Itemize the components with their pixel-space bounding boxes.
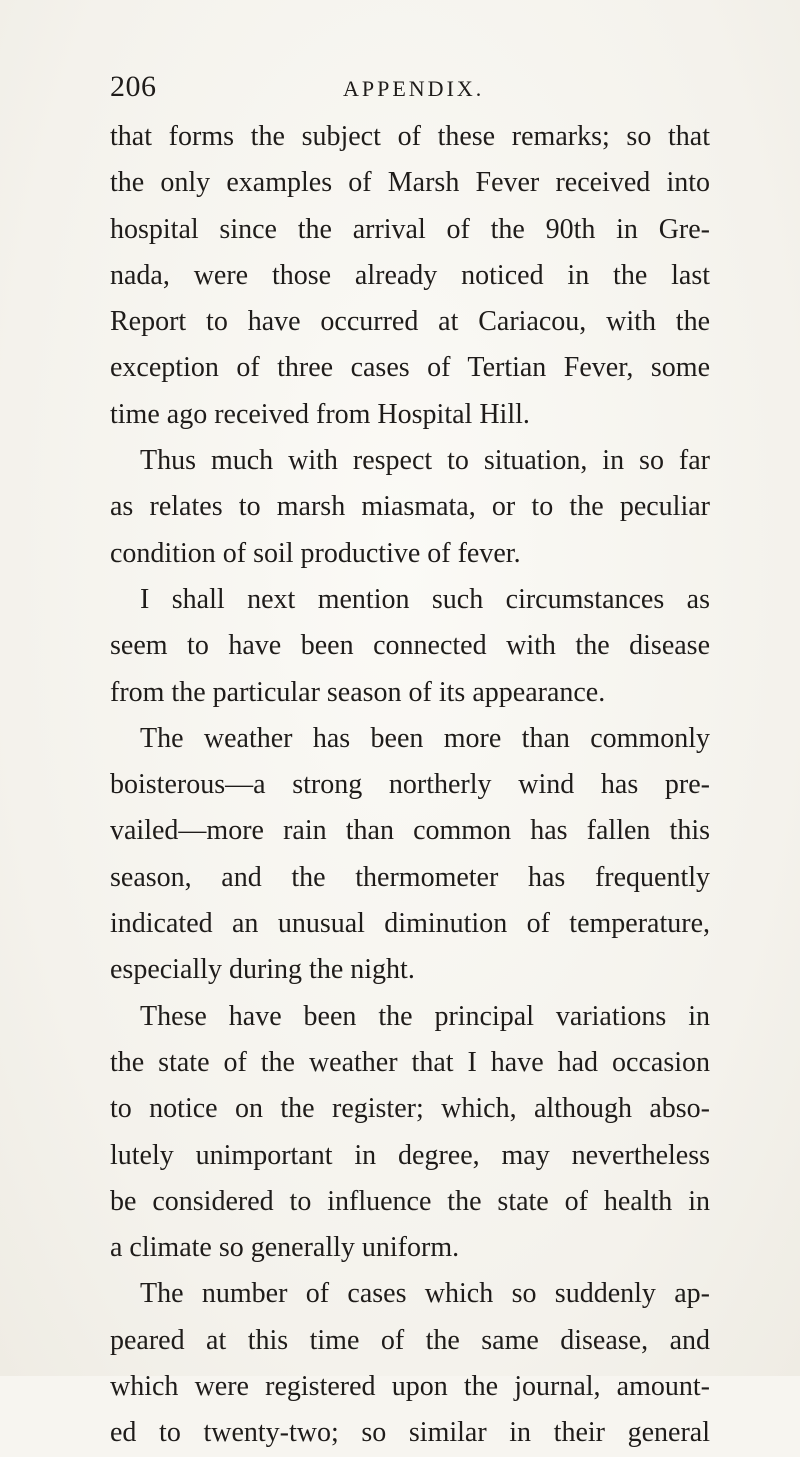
text-line: time ago received from Hospital Hill. xyxy=(110,398,530,430)
text-line: seem to have been connected with the disease xyxy=(110,630,710,662)
text-line: vailed—more rain than common has fallen this xyxy=(110,815,710,847)
text-line: I shall next mention such circumstances as xyxy=(140,583,710,615)
text-line: season, and the thermometer has frequently xyxy=(110,861,710,893)
text-line: condition of soil productive of fever. xyxy=(110,537,521,569)
text-line: a climate so generally uniform. xyxy=(110,1232,460,1264)
page-number: 206 xyxy=(110,70,157,103)
text-line: from the particular season of its appearance. xyxy=(110,676,606,708)
text-line: be considered to influence the state of health in xyxy=(110,1185,710,1217)
text-line: which were registered upon the journal, amount- xyxy=(110,1371,710,1403)
text-line: boisterous—a strong northerly wind has pre- xyxy=(110,769,710,801)
text-line: Report to have occurred at Cariacou, with the xyxy=(110,306,710,338)
text-line: hospital since the arrival of the 90th in Gre- xyxy=(110,213,710,245)
text-line: to notice on the register; which, although abso- xyxy=(110,1093,710,1125)
text-line: The number of cases which so suddenly ap- xyxy=(140,1278,710,1310)
text-line: These have been the principal variations in xyxy=(140,1000,710,1032)
text-line: especially during the night. xyxy=(110,954,415,986)
body-text xyxy=(110,114,710,1457)
text-line: the state of the weather that I have had occasion xyxy=(110,1046,710,1078)
text-line: Thus much with respect to situation, in so far xyxy=(140,445,710,477)
text-line: nada, were those already noticed in the last xyxy=(110,259,710,291)
text-line: that forms the subject of these remarks; so that xyxy=(110,121,710,152)
text-line: ed to twenty-two; so similar in their general xyxy=(110,1417,710,1449)
text-line: peared at this time of the same disease, and xyxy=(110,1324,710,1356)
text-line: as relates to marsh miasmata, or to the peculiar xyxy=(110,491,710,523)
text-line: lutely unimportant in degree, may nevertheless xyxy=(110,1139,710,1171)
running-head: APPENDIX. xyxy=(343,76,485,101)
text-line: exception of three cases of Tertian Fever, some xyxy=(110,352,710,384)
page-header xyxy=(110,70,710,110)
text-line: the only examples of Marsh Fever received into xyxy=(110,167,710,199)
text-line: indicated an unusual diminution of temperature, xyxy=(110,908,710,940)
text-line: The weather has been more than commonly xyxy=(140,722,710,754)
